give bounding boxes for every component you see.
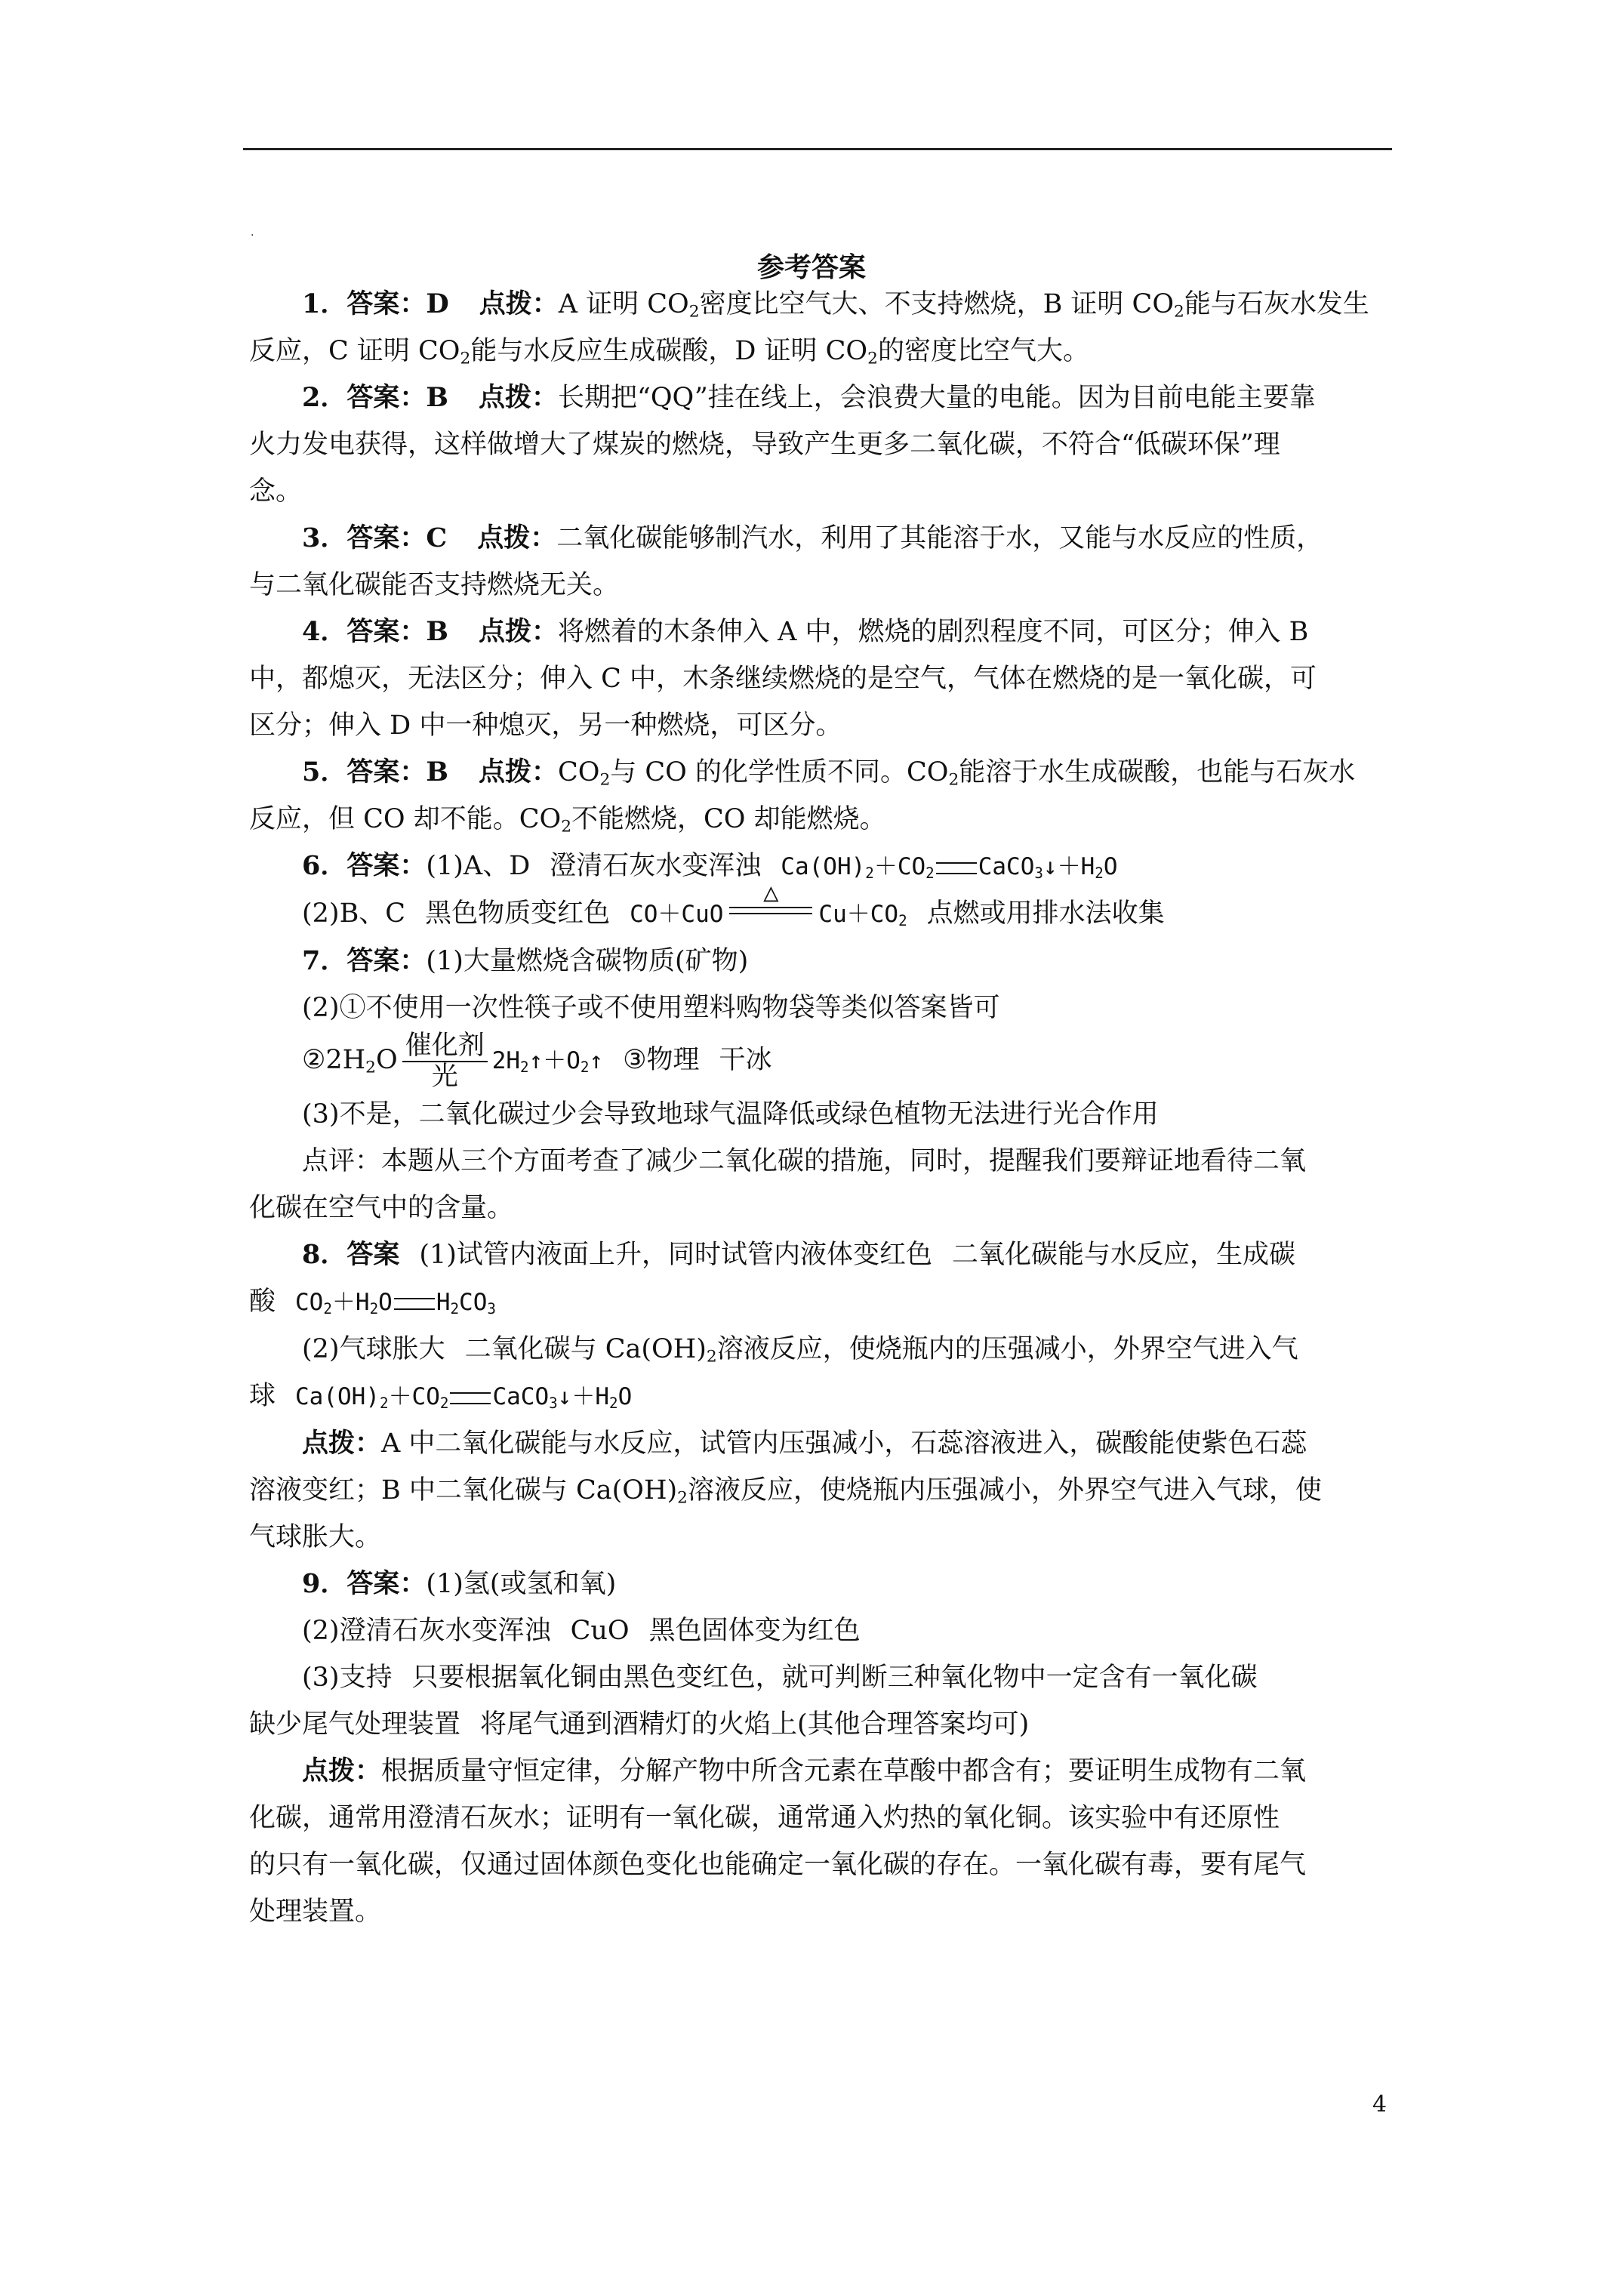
answer-9-line-1: 9．答案：(1)氢(或氢和氧) [302, 1568, 617, 1599]
equation-water-split: $2H_2↑+O_2↑$ [491, 1047, 604, 1076]
header-rule [243, 148, 1392, 150]
answer-7-comment-line-1: 点评：本题从三个方面考查了减少二氧化碳的措施，同时，提醒我们要辩证地看待二氧 [302, 1146, 1307, 1176]
answer-7-line-2: (2)①不使用一次性筷子或不使用塑料购物袋等类似答案皆可 [302, 993, 1000, 1023]
answer-2-line-1: 2．答案：B 点拨：长期把“QQ”挂在线上，会浪费大量的电能。因为目前电能主要靠 [302, 382, 1316, 413]
answer-4-line-1: 4．答案：B 点拨：将燃着的木条伸入 A 中，燃烧的剧烈程度不同，可区分；伸入 B [302, 616, 1309, 647]
answer-2-line-2: 火力发电获得，这样做增大了煤炭的燃烧，导致产生更多二氧化碳，不符合“低碳环保”理 [249, 430, 1280, 460]
heat-equals-sign: △ [729, 895, 812, 925]
equals-sign [394, 1298, 435, 1310]
answer-7-comment-line-2: 化碳在空气中的含量。 [249, 1193, 514, 1223]
stray-dot: . [251, 227, 254, 239]
answer-9-line-7: 的只有一氧化碳，仅通过固体颜色变化也能确定一氧化碳的存在。一氧化碳有毒，要有尾气 [249, 1850, 1307, 1880]
answer-3-line-1: 3．答案：C 点拨：二氧化碳能够制汽水，利用了其能溶于水，又能与水反应的性质， [302, 522, 1323, 553]
answer-4-line-3: 区分；伸入 D 中一种熄灭，另一种燃烧，可区分。 [249, 710, 842, 741]
answer-8-line-6: 溶液变红；B 中二氧化碳与 $Ca(OH)_2$溶液反应，使烧瓶内压强减小，外界空气进入气球，使 [249, 1475, 1322, 1508]
answer-8-line-4: 球 $Ca(OH)_2+CO_2$ $CaCO_3↓+H_2O$ [249, 1381, 633, 1412]
equation-limewater-2: $Ca(OH)_2+CO_2$ $CaCO_3↓+H_2O$ [295, 1383, 633, 1412]
answer-3-line-2: 与二氧化碳能否支持燃烧无关。 [249, 570, 620, 600]
answer-2-line-3: 念。 [249, 476, 303, 507]
answer-8-line-1: 8．答案 (1)试管内液面上升，同时试管内液体变红色 二氧化碳能与水反应，生成碳 [302, 1239, 1295, 1270]
page-number: 4 [1372, 2091, 1387, 2118]
equation-limewater: $Ca(OH)_2+CO_2$ $CaCO_3↓+H_2O$ [781, 853, 1118, 882]
answer-9-line-3: (3)支持 只要根据氧化铜由黑色变红色，就可判断三种氧化物中一定含有一氧化碳 [302, 1663, 1258, 1693]
answer-7-line-3: $②2H_2O$ $\frac{\text{催化剂}}{\text{光}}$ $2H_2↑+O_2↑$ ③物理 干冰 [302, 1031, 772, 1092]
answer-5-line-1: 5．答案：B 点拨：$CO_2$与 CO 的化学性质不同。$CO_2$能溶于水生成碳酸，也能与石灰水 [302, 757, 1356, 790]
answer-9-line-8: 处理装置。 [249, 1897, 382, 1927]
answer-1-line-2: 反应，C 证明 $CO_2$能与水反应生成碳酸，D 证明 $CO_2$的密度比空气大。 [249, 336, 1089, 368]
page-title: 参考答案 [756, 251, 866, 283]
equals-sign [936, 862, 977, 874]
answer-9-line-2: (2)澄清石灰水变浑浊 CuO 黑色固体变为红色 [302, 1616, 861, 1646]
answer-8-line-3: (2)气球胀大 二氧化碳与 $Ca(OH)_2$溶液反应，使烧瓶内的压强减小，外界空气进入气 [302, 1334, 1298, 1367]
answer-8-line-2: 酸 $CO_2+H_2O$ $H_2CO_3$ [249, 1287, 496, 1318]
answer-9-line-4: 缺少尾气处理装置 将尾气通到酒精灯的火焰上(其他合理答案均可) [249, 1709, 1030, 1740]
equation-carbonic-acid: $CO_2+H_2O$ $H_2CO_3$ [295, 1289, 496, 1318]
answer-7-line-4: (3)不是，二氧化碳过少会导致地球气温降低或绿色植物无法进行光合作用 [302, 1099, 1159, 1130]
catalyst-light-fraction: $\frac{\text{催化剂}}{\text{光}}$ [402, 1031, 488, 1091]
answer-5-line-2: 反应，但 CO 却不能。$CO_2$不能燃烧，CO 却能燃烧。 [249, 804, 886, 837]
equals-sign [450, 1392, 491, 1404]
answer-7-line-1: 7．答案：(1)大量燃烧含碳物质(矿物) [302, 945, 749, 976]
answer-1-line-1: 1．答案：D 点拨：A 证明 $CO_2$密度比空气大、不支持燃烧，B 证明 $CO_2$能与石灰水发生 [302, 288, 1369, 322]
answer-6-line-2: (2)B、C 黑色物质变红色 CO＋CuO △ $Cu+CO_2$ 点燃或用排水法收集 [302, 877, 1165, 929]
answer-body [249, 281, 1390, 1935]
answer-8-line-7: 气球胀大。 [249, 1522, 382, 1552]
answer-4-line-2: 中，都熄灭，无法区分；伸入 C 中，木条继续燃烧的是空气，气体在燃烧的是一氧化碳，可 [249, 664, 1317, 694]
answer-6-line-1: 6．答案：(1)A、D 澄清石灰水变浑浊 $Ca(OH)_2+CO_2$ $CaCO_3↓+H_2O$ [302, 850, 1118, 882]
equation-co-reduction: CO＋CuO △ $Cu+CO_2$ [630, 877, 907, 929]
answer-8-line-5: 点拨：A 中二氧化碳能与水反应，试管内压强减小，石蕊溶液进入，碳酸能使紫色石蕊 [302, 1428, 1307, 1459]
answer-9-line-5: 点拨：根据质量守恒定律，分解产物中所含元素在草酸中都含有；要证明生成物有二氧 [302, 1755, 1307, 1786]
answer-9-line-6: 化碳，通常用澄清石灰水；证明有一氧化碳，通常通入灼热的氧化铜。该实验中有还原性 [249, 1803, 1280, 1833]
